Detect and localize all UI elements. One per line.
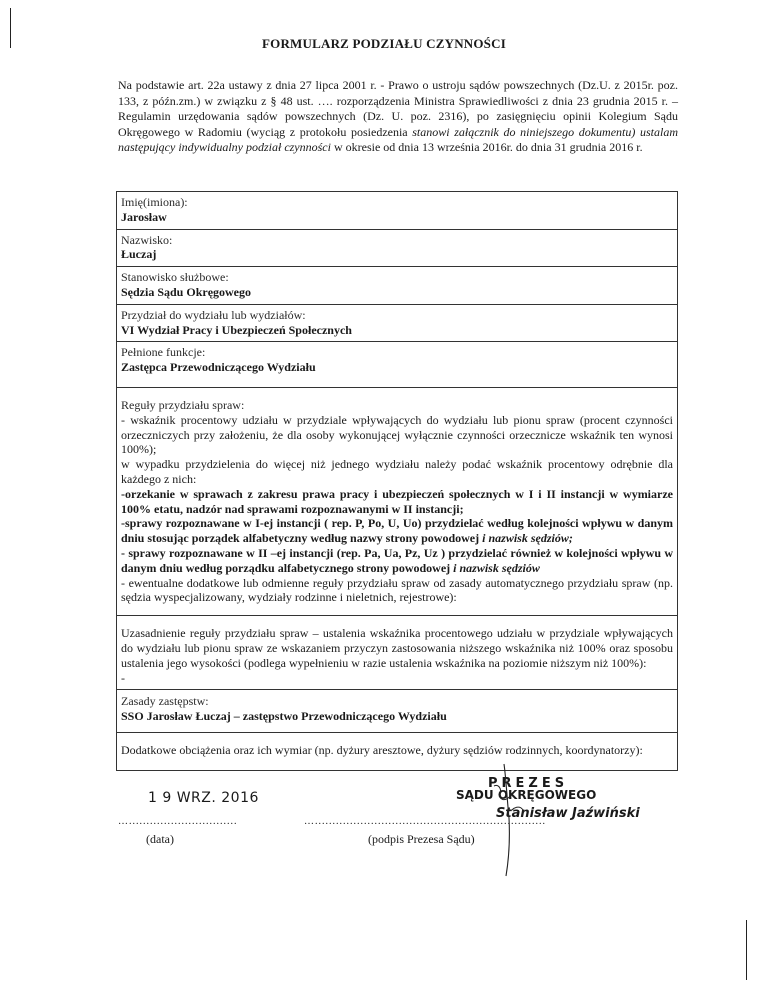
date-stamp: 1 9 WRZ. 2016	[148, 790, 259, 806]
signature-area	[116, 768, 678, 878]
form-table	[116, 191, 678, 771]
substitution-label: Zasady zastępstw:	[121, 694, 209, 709]
rules-label: Reguły przydziału spraw:	[121, 397, 245, 412]
first-name-value: Jarosław	[121, 209, 167, 224]
intro-text: Na podstawie art. 22a ustawy z dnia 27 lipca 2001 r. - Prawo o ustroju sądów powszechnych (Dz.U. z 2015r. poz. 133, z późn.zm.) w związku z § 48 ust. …. rozporządzenia Ministra Sprawiedliwości z dnia 23 grudnia 2015 r. – Regulamin urzędowania sądów powszechnych (Dz. U. poz. 2316), po zasięgnięciu opinii Kolegium Sądu Okręgowego w Radomiu (wyciąg z protokołu posiedzenia	[118, 78, 678, 139]
department-value: VI Wydział Pracy i Ubezpieczeń Społecznych	[121, 322, 352, 337]
rules-scope-text: -orzekanie w sprawach z zakresu prawa pracy i ubezpieczeń społecznych w I i II instancji w wymiarze 100% etatu, nadzór nad sprawami rozpoznawanymi w II instancji;	[121, 486, 673, 516]
justification-text: Uzasadnienie reguły przydziału spraw – ustalenia wskaźnika procentowego udziału w przydziale wpływających do wydziału lub pionu spraw ze wskazaniem przyczyn zastosowania niższego wskaźnika niż 100% oraz sposobu ustalenia jego wysokości (podlega wypełnieniu w razie ustalenia wskaźnika na poziomie niższym niż 100%):	[121, 626, 673, 670]
functions-label: Pełnione funkcje:	[121, 345, 206, 360]
rules-first-instance-italic: i nazwisk sędziów;	[482, 531, 573, 546]
signature-caption: (podpis Prezesa Sądu)	[368, 832, 475, 846]
last-name-row	[117, 229, 678, 267]
president-stamp-title: PREZES	[488, 776, 569, 791]
justification-row	[117, 616, 678, 690]
scan-edge-mark	[746, 920, 747, 980]
intro-period-text: w okresie od dnia 13 września 2016r. do dnia 31 grudnia 2016 r.	[330, 140, 643, 154]
substitution-row	[117, 690, 678, 733]
rules-multi-department-text: w wypadku przydzielenia do więcej niż jednego wydziału należy podać wskaźnik procentowy odrębnie dla każdego z nich:	[121, 457, 673, 486]
rules-row	[117, 387, 678, 615]
rules-additional-text: - ewentualne dodatkowe lub odmienne reguły przydziału spraw od zasady automatycznego przydziału spraw (np. sędzia wyspecjalizowany, wydziały rodzinne i nieletnich, rejestrowe):	[121, 575, 673, 605]
first-name-row	[117, 192, 678, 230]
functions-row	[117, 342, 678, 388]
rules-first-instance-text: -sprawy rozpoznawane w I-ej instancji ( rep. P, Po, U, Uo) przydzielać według kolejności wpływu w danym dniu stosując porządek alfabetyczny według nazwy strony powodowej	[121, 516, 673, 546]
position-value: Sędzia Sądu Okręgowego	[121, 284, 252, 299]
position-label: Stanowisko służbowe:	[121, 270, 229, 285]
intro-paragraph	[118, 78, 678, 156]
last-name-value: Łuczaj	[121, 247, 157, 262]
first-name-label: Imię(imiona):	[121, 195, 188, 209]
rules-percentage-text: - wskaźnik procentowy udziału w przydziale wpływających do wydziału lub pionu spraw (procent czynności orzeczniczych przy założeniu, że dla osoby wykonującej wyłącznie czynności orzecznicze wskaźnik ten wynosi 100%);	[121, 412, 673, 457]
signature-dotted-line: …..................................................................	[304, 816, 546, 827]
president-stamp-court: SĄDU OKRĘGOWEGO	[456, 788, 597, 802]
date-dotted-line: …...............................	[118, 816, 238, 827]
president-stamp-name: Stanisław Jaźwiński	[496, 806, 640, 821]
document-title: FORMULARZ PODZIAŁU CZYNNOŚCI	[262, 36, 506, 51]
rules-second-instance-text: - sprawy rozpoznawane w II –ej instancji (rep. Pa, Ua, Pz, Uz ) przydzielać również w kolejności wpływu w danym dniu według porządku alfabetycznego strony powodowej	[121, 545, 673, 575]
date-caption: (data)	[146, 832, 174, 846]
extra-duties-label: Dodatkowe obciążenia oraz ich wymiar (np. dyżury aresztowe, dyżury sędziów rodzinnych, koordynatorzy):	[121, 742, 643, 757]
functions-value: Zastępca Przewodniczącego Wydziału	[121, 360, 316, 375]
justification-value: -	[121, 670, 125, 685]
department-label: Przydział do wydziału lub wydziałów:	[121, 307, 306, 322]
substitution-value: SSO Jarosław Łuczaj – zastępstwo Przewodniczącego Wydziału	[121, 709, 447, 724]
extra-duties-row	[117, 732, 678, 770]
intro-italic-text: stanowi załącznik do niniejszego dokumentu) ustalam następujący indywidualny podział czynności	[118, 124, 678, 154]
last-name-label: Nazwisko:	[121, 232, 173, 247]
department-row	[117, 304, 678, 342]
rules-second-instance-italic: i nazwisk sędziów	[453, 560, 540, 575]
position-row	[117, 267, 678, 305]
